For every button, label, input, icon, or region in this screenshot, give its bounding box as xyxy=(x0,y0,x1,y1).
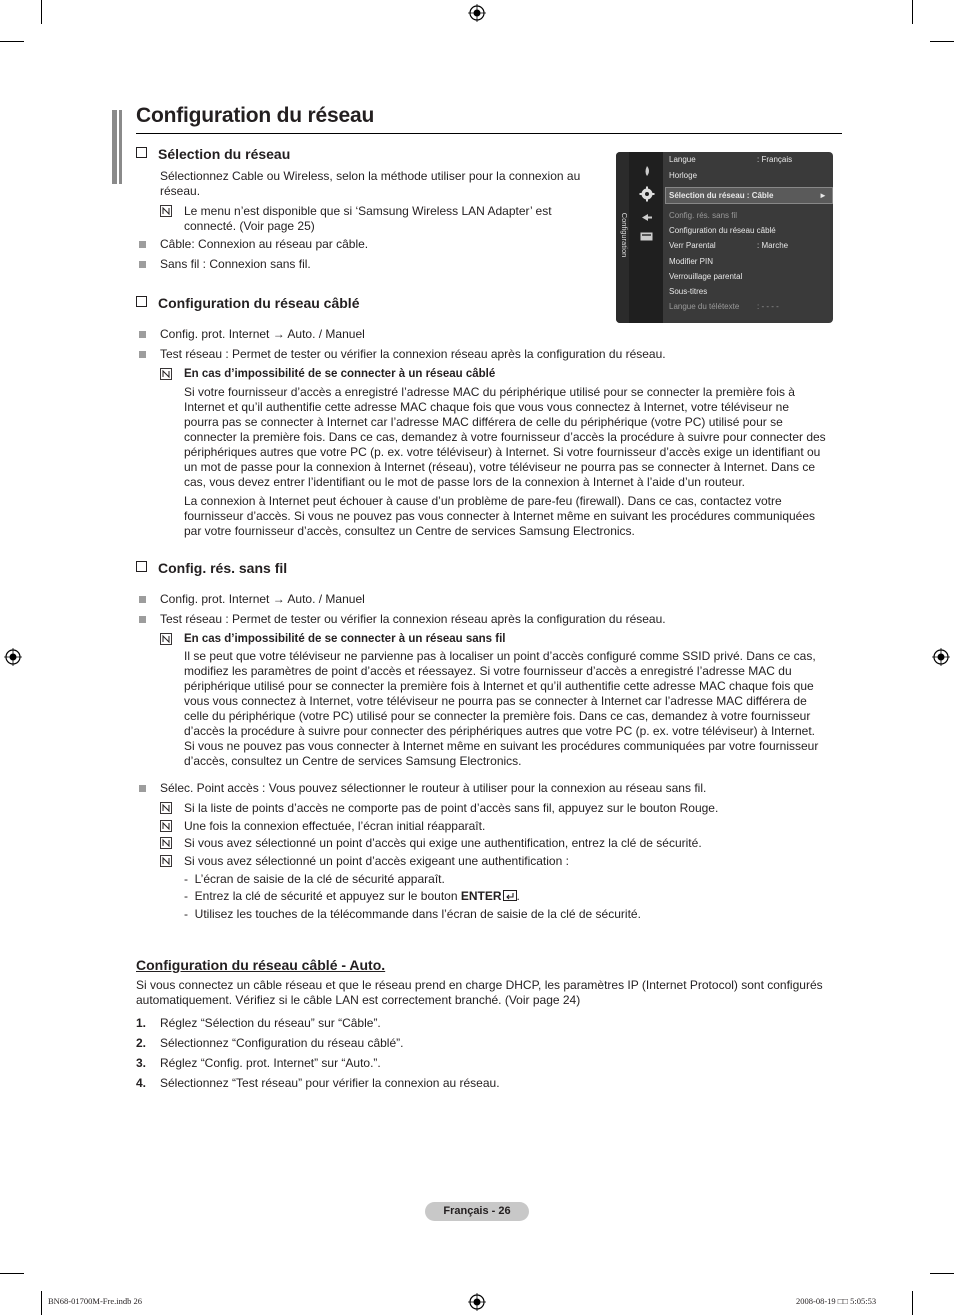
picture-icon xyxy=(642,165,652,177)
crop-mark xyxy=(930,1273,954,1274)
osd-item-langue-teletexte[interactable]: Langue du télétexte xyxy=(669,302,740,311)
registration-mark-icon xyxy=(4,648,22,666)
checkbox-bullet-icon xyxy=(136,296,147,307)
note-paragraph: Il se peut que votre téléviseur ne parvienne pas à localiser un point d’accès configuré comme SSID privé. Dans ce cas, modifiez les paramètres de point d’accès et réessayez. Si votre fournisseur d’accès a enregistré l’adresse MAC du périphérique utilisé pour se connecter la première fois à Internet et qu’il authentifie cette adresse MAC chaque fois que vous vous connectez à Internet, votre téléviseur ne pourra pas se connecter à Internet car l’adresse MAC différera de celle du périphérique (votre PC) utilisé pour se connecter la première fois. Dans ce cas, demandez à votre fournisseur d’accès la procédure à suivre pour connecter des périphériques autres que votre PC (p. ex. votre téléviseur) à Internet. Si vous ne pouvez pas vous connecter à Internet même en suivant les procédures communiquées par votre fournisseur d’accès, consultez un Centre de services Samsung Electronics. xyxy=(184,649,819,768)
crop-mark xyxy=(0,41,24,42)
crop-mark xyxy=(912,0,913,24)
section-intro: Sélectionnez Cable ou Wireless, selon la méthode utiliser pour la connexion au réseau. xyxy=(160,169,581,198)
osd-item-langue[interactable]: Langue xyxy=(669,155,696,164)
step-text: Réglez “Config. prot. Internet” sur “Auto.”. xyxy=(160,1056,381,1070)
note-title: En cas d’impossibilité de se connecter à un réseau sans fil xyxy=(184,633,506,645)
crop-mark xyxy=(41,0,42,24)
note-paragraph: Si votre fournisseur d’accès a enregistré l’adresse MAC du périphérique utilisé pour se connecter la première fois à Internet et qu’il authentifie cette adresse MAC chaque fois que vous vous connectez à Internet, votre téléviseur ne pourra pas se connecter à Internet car l’adresse MAC différera de celle du périphérique (votre PC) utilisé pour se connecter la première fois. Dans ce cas, demandez à votre fournisseur d’accès la procédure à suivre pour connecter des périphériques autres que votre PC (p. ex. votre téléviseur) à Internet. Si votre fournisseur d’accès exige un identifiant ou un mot de passe pour la connexion à Internet (réseau), votre téléviseur ne pourra pas se connecter à Internet. Dans ce cas, vous devez entrer l’identifiant ou le mot de passe lors de la connexion à Internet à l’aide d’un routeur. xyxy=(184,385,826,489)
osd-item-horloge[interactable]: Horloge xyxy=(669,171,698,180)
note-title: En cas d’impossibilité de se connecter à un réseau câblé xyxy=(184,368,496,380)
osd-value-verr-parental: : Marche xyxy=(757,241,789,250)
note-icon xyxy=(160,368,172,380)
section-heading-cable: Configuration du réseau câblé xyxy=(136,295,359,311)
input-icon xyxy=(641,213,653,222)
osd-value-langue-teletexte: : - - - - xyxy=(757,302,779,311)
note-text: Une fois la connexion effectuée, l’écran initial réapparaît. xyxy=(184,819,486,833)
osd-item-verr-parental[interactable]: Verr Parental xyxy=(669,241,716,250)
osd-arrow-icon: ► xyxy=(819,191,827,200)
note-icon xyxy=(160,802,172,814)
note-icon xyxy=(160,855,172,867)
crop-mark xyxy=(0,1273,24,1274)
title-bar-decoration xyxy=(112,110,117,184)
step-number: 2. xyxy=(136,1036,147,1050)
dash-item: - Entrez la clé de sécurité et appuyez sur le bouton ENTER . xyxy=(184,889,520,903)
bullet-text: Sélec. Point accès : Vous pouvez sélectionner le routeur à utiliser pour la connexion au réseau sans fil. xyxy=(160,781,707,795)
bullet-square-icon xyxy=(139,616,146,623)
bullet-text: Config. prot. Internet → Auto. / Manuel xyxy=(160,592,365,606)
note-icon xyxy=(160,633,172,645)
checkbox-bullet-icon xyxy=(136,147,147,158)
registration-mark-icon xyxy=(468,1293,486,1311)
osd-value-langue: : Français xyxy=(757,155,793,164)
note-text: Si la liste de points d’accès ne comporte pas de point d’accès sans fil, appuyez sur le bouton Rouge. xyxy=(184,801,719,815)
bullet-text: Sans fil : Connexion sans fil. xyxy=(160,257,311,271)
step-text: Sélectionnez “Configuration du réseau câblé”. xyxy=(160,1036,404,1050)
bullet-text: Test réseau : Permet de tester ou vérifier la connexion réseau après la configuration du réseau. xyxy=(160,347,666,361)
crop-mark xyxy=(930,41,954,42)
osd-item-sous-titres[interactable]: Sous-titres xyxy=(669,287,708,296)
dash-item: - L’écran de saisie de la clé de sécurité apparaît. xyxy=(184,872,445,886)
registration-mark-icon xyxy=(932,648,950,666)
dash-item: - Utilisez les touches de la télécommande dans l’écran de saisie de la clé de sécurité. xyxy=(184,907,641,921)
note-text: Si vous avez sélectionné un point d’accès qui exige une authentification, entrez la clé de sécurité. xyxy=(184,836,702,850)
bullet-square-icon xyxy=(139,261,146,268)
bullet-text: Test réseau : Permet de tester ou vérifier la connexion réseau après la configuration du réseau. xyxy=(160,612,666,626)
note-icon xyxy=(160,820,172,832)
osd-item-modifier-pin[interactable]: Modifier PIN xyxy=(669,257,714,266)
crop-mark xyxy=(912,1291,913,1315)
step-number: 1. xyxy=(136,1016,147,1030)
setup-gear-icon xyxy=(639,186,655,202)
osd-side-label: Configuration xyxy=(620,212,629,258)
application-icon xyxy=(640,232,653,241)
note-text: Le menu n’est disponible que si ‘Samsung Wireless LAN Adapter’ est connecté. (Voir page 25) xyxy=(184,204,552,233)
step-text: Sélectionnez “Test réseau” pour vérifier la connexion au réseau. xyxy=(160,1076,500,1090)
page-title: Configuration du réseau xyxy=(136,104,375,127)
tv-osd-menu xyxy=(616,152,833,323)
bullet-square-icon xyxy=(139,331,146,338)
title-rule xyxy=(136,133,842,134)
osd-item-verrouillage-parental[interactable]: Verrouillage parental xyxy=(669,272,743,281)
bullet-square-icon xyxy=(139,241,146,248)
section-heading-selection: Sélection du réseau xyxy=(136,146,290,162)
osd-item-config-cable[interactable]: Configuration du réseau câblé xyxy=(669,226,776,235)
checkbox-bullet-icon xyxy=(136,561,147,572)
note-icon xyxy=(160,837,172,849)
step-number: 4. xyxy=(136,1076,147,1090)
section-heading-sans-fil: Config. rés. sans fil xyxy=(136,560,287,576)
step-text: Réglez “Sélection du réseau” sur “Câble”. xyxy=(160,1016,381,1030)
footer-file: BN68-01700M-Fre.indb 26 xyxy=(48,1296,142,1306)
osd-item-config-sans-fil[interactable]: Config. rés. sans fil xyxy=(669,211,738,220)
title-bar-decoration xyxy=(119,110,122,184)
enter-key-icon xyxy=(503,890,517,901)
registration-mark-icon xyxy=(468,4,486,22)
enter-key-label: ENTER xyxy=(460,889,502,903)
note-icon xyxy=(160,205,172,217)
section-heading-auto: Configuration du réseau câblé - Auto. xyxy=(136,957,386,973)
note-text: Si vous avez sélectionné un point d’accès exigeant une authentification : xyxy=(184,854,569,868)
footer-date: 2008-08-19 □□ 5:05:53 xyxy=(796,1296,877,1306)
bullet-square-icon xyxy=(139,596,146,603)
bullet-text: Config. prot. Internet → Auto. / Manuel xyxy=(160,327,365,341)
bullet-square-icon xyxy=(139,785,146,792)
bullet-square-icon xyxy=(139,351,146,358)
note-paragraph: La connexion à Internet peut échouer à cause d’un problème de pare-feu (firewall). Dans ce cas, contactez votre fournisseur d’accès. Si vous ne pouvez pas vous connecter à Internet même en suivant les procédures communiquées par votre fournisseur d’accès, consultez un Centre de services Samsung Electronics. xyxy=(184,494,816,538)
section-intro: Si vous connectez un câble réseau et que le réseau prend en charge DHCP, les paramètres IP (Internet Protocol) sont configurés automatiquement. Vérifiez si le câble LAN est correctement branché. (Voir page 24) xyxy=(136,978,823,1007)
osd-item-selection-reseau[interactable]: Sélection du réseau : Câble xyxy=(669,191,774,200)
step-number: 3. xyxy=(136,1056,147,1070)
crop-mark xyxy=(41,1291,42,1315)
page-number-badge: Français - 26 xyxy=(425,1202,529,1221)
bullet-text: Câble: Connexion au réseau par câble. xyxy=(160,237,369,251)
